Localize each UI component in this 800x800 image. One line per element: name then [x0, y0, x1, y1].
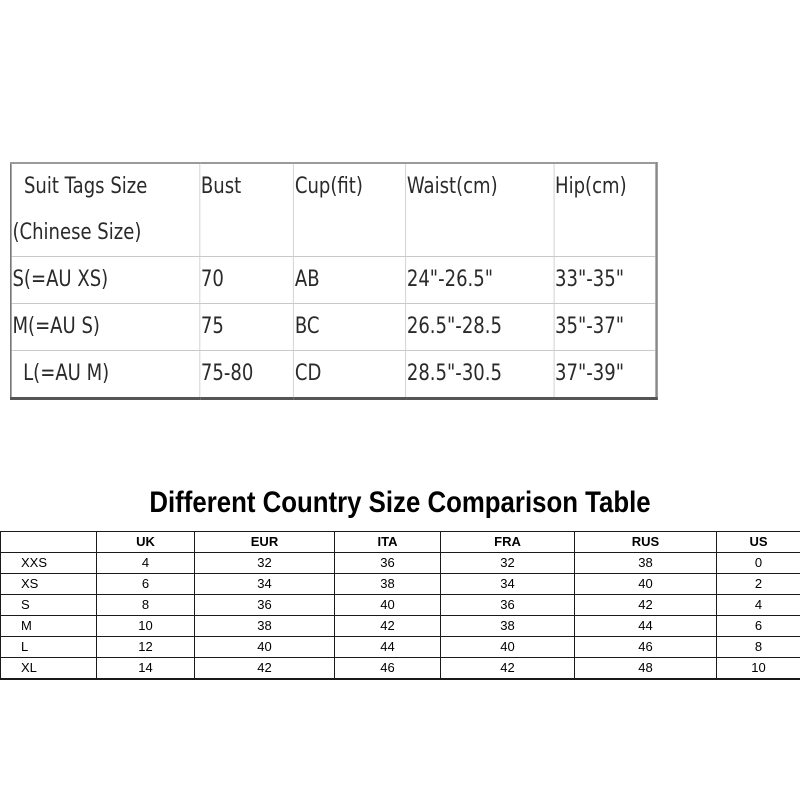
size-cell: M(=AU S) — [11, 304, 200, 351]
table-row — [1, 658, 800, 680]
table-row — [1, 637, 800, 658]
size-label-cell: S — [1, 595, 97, 616]
fra-cell: 36 — [441, 595, 575, 616]
size-cell: S(=AU XS) — [11, 257, 200, 304]
ita-cell: 44 — [335, 637, 441, 658]
ita-cell: 38 — [335, 574, 441, 595]
table-row — [11, 351, 657, 399]
waist-cell: 26.5"-28.5 — [406, 304, 554, 351]
waist-header: Waist(cm) — [406, 163, 554, 257]
bust-cell: 70 — [200, 257, 294, 304]
us-cell: 0 — [717, 553, 800, 574]
fra-cell: 32 — [441, 553, 575, 574]
table-row — [11, 304, 657, 351]
fra-cell: 42 — [441, 658, 575, 680]
eur-cell: 40 — [195, 637, 335, 658]
table-row — [1, 616, 800, 637]
us-cell: 2 — [717, 574, 800, 595]
size-label-cell: XXS — [1, 553, 97, 574]
fra-header: FRA — [441, 532, 575, 553]
size-label-cell: XL — [1, 658, 97, 680]
cup-cell: CD — [294, 351, 406, 399]
rus-cell: 48 — [575, 658, 717, 680]
bust-cell: 75 — [200, 304, 294, 351]
us-cell: 8 — [717, 637, 800, 658]
eur-cell: 32 — [195, 553, 335, 574]
table-row — [11, 257, 657, 304]
size-header-cell — [11, 163, 200, 257]
comparison-header-row — [1, 532, 800, 553]
suit-size-table — [10, 162, 658, 400]
ita-cell: 46 — [335, 658, 441, 680]
us-cell: 6 — [717, 616, 800, 637]
corner-header — [1, 532, 97, 553]
size-header-line1: Suit Tags Size — [23, 174, 148, 199]
uk-cell: 4 — [97, 553, 195, 574]
hip-cell: 37"-39" — [554, 351, 657, 399]
rus-header: RUS — [575, 532, 717, 553]
fra-cell: 40 — [441, 637, 575, 658]
ita-cell: 36 — [335, 553, 441, 574]
eur-cell: 36 — [195, 595, 335, 616]
ita-header: ITA — [335, 532, 441, 553]
size-cell: L(=AU M) — [11, 351, 200, 399]
size-label-cell: L — [1, 637, 97, 658]
bust-header: Bust — [200, 163, 294, 257]
table-row — [1, 553, 800, 574]
us-header: US — [717, 532, 800, 553]
fra-cell: 34 — [441, 574, 575, 595]
rus-cell: 38 — [575, 553, 717, 574]
rus-cell: 46 — [575, 637, 717, 658]
eur-cell: 34 — [195, 574, 335, 595]
uk-cell: 10 — [97, 616, 195, 637]
hip-cell: 35"-37" — [554, 304, 657, 351]
table-row — [1, 574, 800, 595]
eur-cell: 42 — [195, 658, 335, 680]
eur-cell: 38 — [195, 616, 335, 637]
uk-cell: 8 — [97, 595, 195, 616]
cup-header: Cup(fit) — [294, 163, 406, 257]
table-row — [1, 595, 800, 616]
size-label-cell: XS — [1, 574, 97, 595]
ita-cell: 40 — [335, 595, 441, 616]
bust-cell: 75-80 — [200, 351, 294, 399]
rus-cell: 42 — [575, 595, 717, 616]
hip-cell: 33"-35" — [554, 257, 657, 304]
waist-cell: 24"-26.5" — [406, 257, 554, 304]
rus-cell: 44 — [575, 616, 717, 637]
country-size-comparison-table — [0, 531, 800, 680]
waist-cell: 28.5"-30.5 — [406, 351, 554, 399]
eur-header: EUR — [195, 532, 335, 553]
uk-cell: 12 — [97, 637, 195, 658]
fra-cell: 38 — [441, 616, 575, 637]
uk-cell: 14 — [97, 658, 195, 680]
cup-cell: BC — [294, 304, 406, 351]
ita-cell: 42 — [335, 616, 441, 637]
hip-header: Hip(cm) — [554, 163, 657, 257]
us-cell: 4 — [717, 595, 800, 616]
us-cell: 10 — [717, 658, 800, 680]
uk-header: UK — [97, 532, 195, 553]
cup-cell: AB — [294, 257, 406, 304]
rus-cell: 40 — [575, 574, 717, 595]
uk-cell: 6 — [97, 574, 195, 595]
size-header-line2: (Chinese Size) — [12, 220, 142, 245]
size-label-cell: M — [1, 616, 97, 637]
suit-table-header-row — [11, 163, 657, 257]
comparison-title: Different Country Size Comparison Table — [149, 486, 651, 519]
